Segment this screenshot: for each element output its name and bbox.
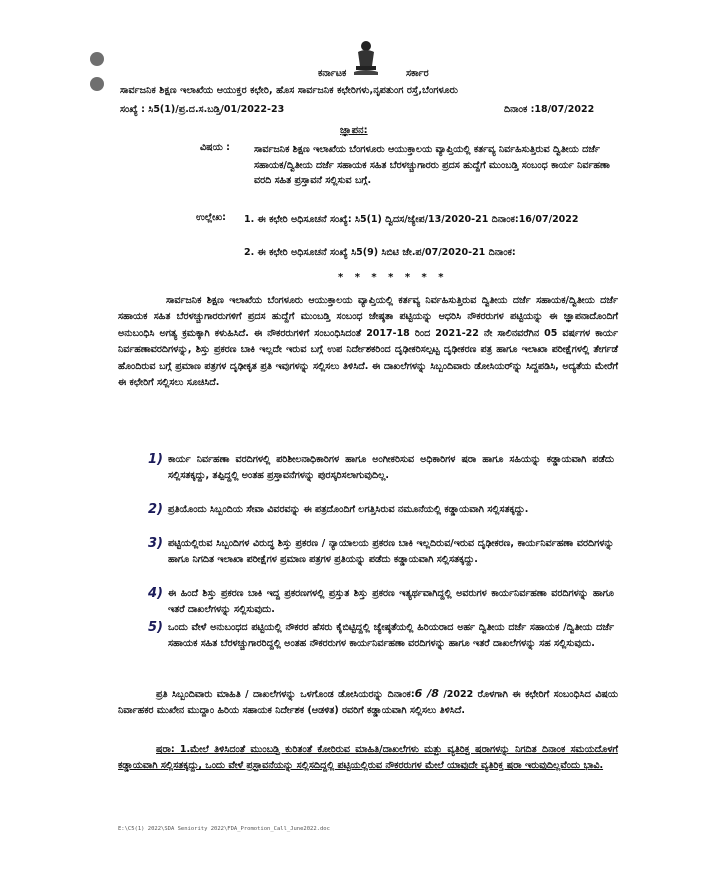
references-label: ಉಲ್ಲೇಖ: (196, 212, 226, 223)
item-number: 5) (148, 620, 163, 635)
body-paragraph: ಸಾರ್ವಜನಿಕ ಶಿಕ್ಷಣ ಇಲಾಖೆಯ ಬೆಂಗಳೂರು ಆಯುಕ್ತಾಲಯ ವ್ಯಾಪ್ತಿಯಲ್ಲಿ ಕರ್ತವ್ಯ ನಿರ್ವಹಿಸುತ್ತಿರುವ ದ್ವಿತೀಯ ದರ್ಜೆ ಸಹಾಯಕ/ದ್ವಿತೀಯ ದರ್ಜೆ ಸಹಾಯಕ ಸಹಿತ ಬೆರಳಚ್ಚುಗಾರರುಗಳಿಗೆ ಪ್ರದಸ ಹುದ್ದೆಗೆ ಮುಂಬಡ್ತಿ ಸಂಬಂಧ ಜೇಷ್ಠತಾ ಪಟ್ಟಿಯನ್ನು ಆಧರಿಸಿ ನೌಕರರುಗಳ ಪಟ್ಟಿಯನ್ನು ಈ ಜ್ಞಾಪನಾದೊಂದಿಗೆ ಅನುಬಂಧಿಸಿ ಅಗತ್ಯ ಕ್ರಮಕ್ಕಾಗಿ ಕಳುಹಿಸಿದೆ. ಈ ನೌಕರರುಗಳಿಗೆ ಸಂಬಂಧಿಸಿದಂತೆ 2017-18 ರಿಂದ 2021-22 ನೇ ಸಾಲಿನವರೆಗಿನ 05 ವರ್ಷಗಳ ಕಾರ್ಯ ನಿರ್ವಹಣಾವರದಿಗಳನ್ನು, ಶಿಸ್ತು ಪ್ರಕರಣ ಬಾಕಿ ಇಲ್ಲದೇ ಇರುವ ಬಗ್ಗೆ ಉಪ ನಿರ್ದೇಶಕರಿಂದ ದೃಢೀಕರಿಸಲ್ಪಟ್ಟ ದೃಢೀಕರಣ ಪತ್ರ ಹಾಗೂ ಇಲಾಖಾ ಪರೀಕ್ಷೆಗಳಲ್ಲಿ ತೇರ್ಗಡೆ ಹೊಂದಿರುವ ಬಗ್ಗೆ ಪ್ರಮಾಣ ಪತ್ರಗಳ ದೃಢೀಕೃತ ಪ್ರತಿ ಇವುಗಳನ್ನು ಸಲ್ಲಿಸಲು ತಿಳಿಸಿದೆ. ಈ ದಾಖಲೆಗಳನ್ನು ಸಿಬ್ಬಂದಿವಾರು ಡೋಸಿಯರ್‌ನ್ನು ಸಿದ್ದಪಡಿಸಿ, ಅದ್ಯತೆಯ ಮೇರೆಗೆ ಈ ಕಛೇರಿಗೆ ಸಲ್ಲಿಸಲು ಸೂಚಿಸಿದೆ. (118, 295, 618, 389)
item-text: ಪಟ್ಟಿಯಲ್ಲಿರುವ ಸಿಬ್ಬಂದಿಗಳ ವಿರುದ್ಧ ಶಿಸ್ತು ಪ್ರಕರಣ / ನ್ಯಾಯಾಲಯ ಪ್ರಕರಣ ಬಾಕಿ ಇಲ್ಲದಿರುವ/ಇರುವ ದೃಢೀಕರಣ, ಕಾರ್ಯನಿರ್ವಹಣಾ ವರದಿಗಳನ್ನು ಹಾಗೂ ನಿಗದಿತ ಇಲಾಖಾ ಪರೀಕ್ಷೆಗಳ ಪ್ರಮಾಣ ಪತ್ರಗಳ ಪ್ರತಿಯನ್ನು ಪಡೆದು ಕಡ್ಡಾಯವಾಗಿ ಸಲ್ಲಿಸತಕ್ಕದ್ದು. (168, 538, 614, 566)
state-emblem-icon (348, 40, 384, 78)
closing-paragraph (118, 686, 618, 720)
item-number: 2) (148, 502, 163, 517)
subject-label: ವಿಷಯ : (200, 142, 230, 153)
note-remark: ಷರಾ: 1.ಮೇಲೆ ತಿಳಿಸಿದಂತೆ ಮುಂಬಡ್ತಿ ಕುರಿತಂತೆ ಕೋರಿರುವ ಮಾಹಿತಿ/ದಾಖಲೆಗಳು ಮತ್ತು ವ್ಯತಿರಿಕ್ತ ಷರಾಗಳನ್ನು ನಿಗದಿತ ದಿನಾಂಕ ಸಮಯದೊಳಗೆ ಕಡ್ಡಾಯವಾಗಿ ಸಲ್ಲಿಸತಕ್ಕದ್ದು, ಒಂದು ವೇಳೆ ಪ್ರಸ್ತಾವನೆಯನ್ನು ಸಲ್ಲಿಸದಿದ್ದಲ್ಲಿ ಪಟ್ಟಿಯಲ್ಲಿರುವ ನೌಕರರುಗಳ ಮೇಲೆ ಯಾವುದೇ ವ್ಯತಿರಿಕ್ತ ಷರಾ ಇರುವುದಿಲ್ಲವೆಂದು ಭಾವಿ. (118, 744, 618, 772)
memo-title: ಜ್ಞಾಪನ: (340, 125, 368, 136)
item-text: ಪ್ರತಿಯೊಂದು ಸಿಬ್ಬಂದಿಯ ಸೇವಾ ವಿವರವನ್ನು ಈ ಪತ್ರದೊಂದಿಗೆ ಲಗತ್ತಿಸಿರುವ ನಮೂನೆಯಲ್ಲಿ ಕಡ್ಡಾಯವಾಗಿ ಸಲ್ಲಿಸತಕ್ಕದ್ದು. (168, 504, 529, 515)
subject-text: ಸಾರ್ವಜನಿಕ ಶಿಕ್ಷಣ ಇಲಾಖೆಯ ಬೆಂಗಳೂರು ಆಯುಕ್ತಾಲಯ ವ್ಯಾಪ್ತಿಯಲ್ಲಿ ಕರ್ತವ್ಯ ನಿರ್ವಹಿಸುತ್ತಿರುವ ದ್ವಿತೀಯ ದರ್ಜೆ ಸಹಾಯಕ/ದ್ವಿತೀಯ ದರ್ಜೆ ಸಹಾಯಕ ಸಹಿತ ಬೆರಳಚ್ಚುಗಾರರು ಪ್ರದಸ ಹುದ್ದೆಗೆ ಮುಂಬಡ್ತಿ ಸಂಬಂಧ ಕಾರ್ಯ ನಿರ್ವಹಣಾ ವರದಿ ಸಹಿತ ಪ್ರಸ್ತಾವನೆ ಸಲ್ಲಿಸುವ ಬಗ್ಗೆ. (254, 144, 610, 186)
punch-hole-bottom (90, 77, 104, 91)
header-karnataka: ಕರ್ನಾಟಕ (318, 68, 347, 79)
item-number: 4) (148, 586, 163, 601)
office-address: ಸಾರ್ವಜನಿಕ ಶಿಕ್ಷಣ ಇಲಾಖೆಯ ಆಯುಕ್ತರ ಕಛೇರಿ, ಹೊಸ ಸಾರ್ವಜನಿಕ ಕಛೇರಿಗಳು,ನೃಪತುಂಗ ರಸ್ತೆ,ಬೆಂಗಳೂರು (120, 85, 458, 96)
closing-text-before: ಪ್ರತಿ ಸಿಬ್ಬಂದಿವಾರು ಮಾಹಿತಿ / ದಾಖಲೆಗಳನ್ನು ಒಳಗೊಂಡ ಡೋಸಿಯರನ್ನು (156, 689, 388, 700)
file-path-footer: E:\C5(1) 2022\SDA Seniority 2022\FDA_Promotion_Call_June2022.doc (118, 826, 330, 832)
reference-item: 1. ಈ ಕಛೇರಿ ಅಧಿಸೂಚನೆ ಸಂಖ್ಯೆ: ಸಿ5(1) ದ್ವಿದಸ/ಜ್ಯೇಪ/13/2020-21 ದಿನಾಂಕ:16/07/2022 (244, 214, 579, 225)
separator-stars: * * * * * * * (338, 272, 448, 283)
item-number: 1) (148, 452, 163, 467)
handwritten-date: 6 /8 (414, 687, 439, 700)
item-text: ಒಂದು ವೇಳೆ ಅನುಬಂಧದ ಪಟ್ಟಿಯಲ್ಲಿ ನೌಕರರ ಹೆಸರು ಕೈಬಿಟ್ಟಿದ್ದಲ್ಲಿ ಜ್ಯೇಷ್ಠತೆಯಲ್ಲಿ ಹಿರಿಯರಾದ ಅರ್ಹ ದ್ವಿತೀಯ ದರ್ಜೆ ಸಹಾಯಕ /ದ್ವಿತೀಯ ದರ್ಜೆ ಸಹಾಯಕ ಸಹಿತ ಬೆರಳಚ್ಚುಗಾರರಿದ್ದಲ್ಲಿ ಅಂತಹ ನೌಕರರುಗಳ ಕಾರ್ಯನಿರ್ವಹಣಾ ವರದಿಗಳನ್ನು ಹಾಗೂ ಇತರೆ ದಾಖಲೆಗಳನ್ನು ಸಹ ಸಲ್ಲಿಸುವುದು. (168, 622, 614, 650)
header-government: ಸರ್ಕಾರ (406, 68, 429, 79)
reference-number: ಸಂಖ್ಯೆ : ಸಿ5(1)/ಪ್ರ.ದ.ಸ.ಬಡ್ತಿ/01/2022-23 (120, 104, 285, 115)
punch-hole-top (90, 52, 104, 66)
item-text: ಕಾರ್ಯ ನಿರ್ವಹಣಾ ವರದಿಗಳಲ್ಲಿ ಪರಿಶೀಲನಾಧಿಕಾರಿಗಳ ಹಾಗೂ ಅಂಗೀಕರಿಸುವ ಅಧಿಕಾರಿಗಳ ಷರಾ ಹಾಗೂ ಸಹಿಯನ್ನು ಕಡ್ಡಾಯವಾಗಿ ಪಡೆದು ಸಲ್ಲಿಸತಕ್ಕದ್ದು, ತಪ್ಪಿದ್ದಲ್ಲಿ ಅಂತಹ ಪ್ರಸ್ತಾವನೆಗಳನ್ನು ಪುರಸ್ಕರಿಸಲಾಗುವುದಿಲ್ಲ. (168, 454, 614, 482)
closing-text-after: /2022 ರೊಳಗಾಗಿ ಈ ಕಛೇರಿಗೆ ಸಂಬಂಧಿಸಿದ ವಿಷಯ ನಿರ್ವಾಹಕರ ಮುಖೇನ ಮುದ್ದಾಂ ಹಿರಿಯ ಸಹಾಯಕ ನಿರ್ದೇಶಕ (ಆಡಳಿತ) ರವರಿಗೆ ಕಡ್ಡಾಯವಾಗಿ ಸಲ್ಲಿಸಲು ತಿಳಿಸಿದೆ. (118, 689, 619, 717)
item-text: ಈ ಹಿಂದೆ ಶಿಸ್ತು ಪ್ರಕರಣ ಬಾಕಿ ಇದ್ದ ಪ್ರಕರಣಗಳಲ್ಲಿ ಪ್ರಸ್ತುತ ಶಿಸ್ತು ಪ್ರಕರಣ ಇತ್ಯರ್ಥವಾಗಿದ್ದಲ್ಲಿ ಅವರುಗಳ ಕಾರ್ಯನಿರ್ವಹಣಾ ವರದಿಗಳನ್ನು ಹಾಗೂ ಇತರೆ ದಾಖಲೆಗಳನ್ನು ಸಲ್ಲಿಸುವುದು. (168, 588, 614, 616)
closing-date-label: ದಿನಾಂಕ: (387, 689, 415, 700)
document-date: ದಿನಾಂಕ :18/07/2022 (504, 104, 595, 115)
item-number: 3) (148, 536, 163, 551)
reference-item: 2. ಈ ಕಛೇರಿ ಅಧಿಸೂಚನೆ ಸಂಖ್ಯೆ ಸಿ5(9) ಸಿಬಿಟಿ ಜೇ.ಪ/07/2020-21 ದಿನಾಂಕ: (244, 247, 516, 258)
